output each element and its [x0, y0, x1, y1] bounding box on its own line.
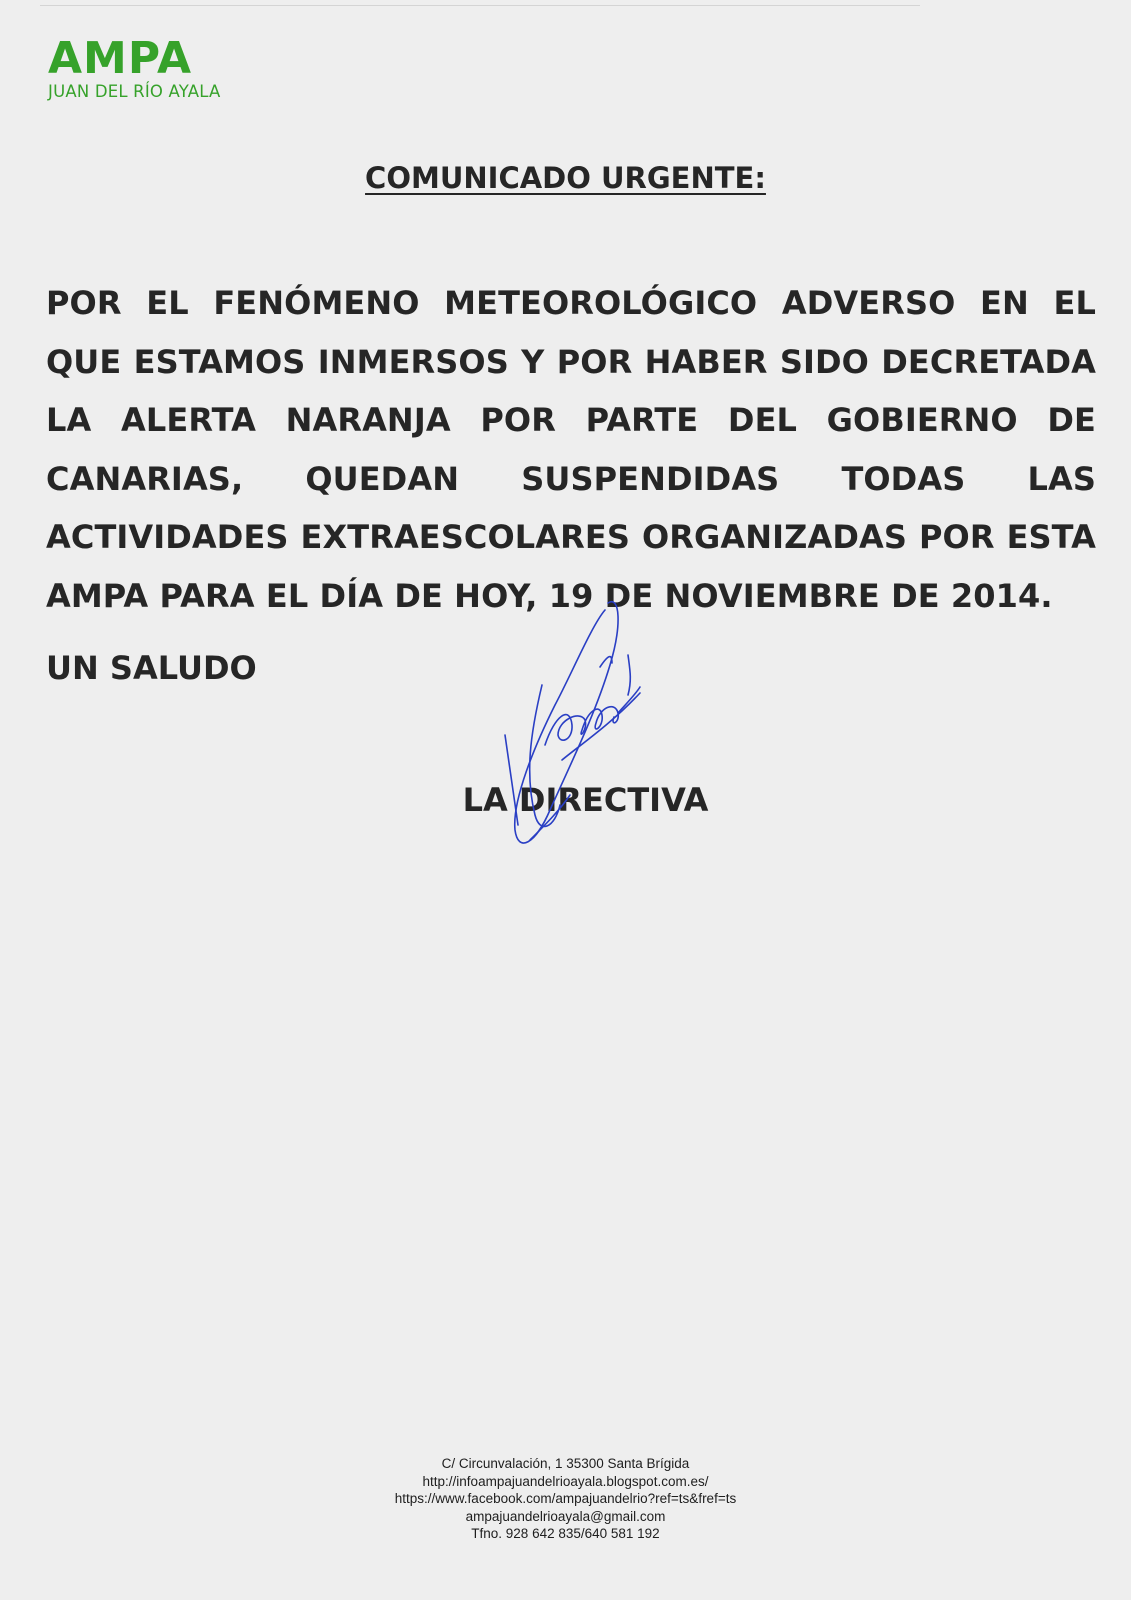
- handwritten-signature: [500, 595, 660, 865]
- logo-name: AMPA: [48, 33, 193, 84]
- notice-heading-text: COMUNICADO URGENTE:: [365, 161, 766, 195]
- footer-address: C/ Circunvalación, 1 35300 Santa Brígida: [441, 1456, 690, 1471]
- footer-blog-link[interactable]: http://infoampajuandelrioayala.blogspot.com.es/: [422, 1473, 709, 1489]
- notice-heading: [0, 160, 1131, 196]
- footer-email-link[interactable]: ampajuandelrioayala@gmail.com: [465, 1508, 666, 1524]
- footer-contact: [0, 1455, 1131, 1543]
- notice-body: POR EL FENÓMENO METEOROLÓGICO ADVERSO EN EL QUE ESTAMOS INMERSOS Y POR HABER SIDO DECRETADA LA ALERTA NARANJA POR PARTE DEL GOBIERNO DE CANARIAS, QUEDAN SUSPENDIDAS TODAS LAS ACTIVIDADES EXTRAESCOLARES ORGANIZADAS POR ESTA AMPA PARA EL DÍA DE HOY, 19 DE NOVIEMBRE DE 2014.: [46, 284, 1096, 615]
- greeting: UN SALUDO: [46, 649, 257, 687]
- signoff: LA DIRECTIVA: [462, 781, 709, 819]
- footer-facebook-link[interactable]: https://www.facebook.com/ampajuandelrio?ref=ts&fref=ts: [394, 1491, 737, 1506]
- logo-subtitle: JUAN DEL RÍO AYALA: [48, 82, 221, 101]
- footer-phone: Tfno. 928 642 835/640 581 192: [471, 1526, 660, 1541]
- ampa-logo: [48, 33, 221, 102]
- scan-edge-line: [40, 5, 920, 6]
